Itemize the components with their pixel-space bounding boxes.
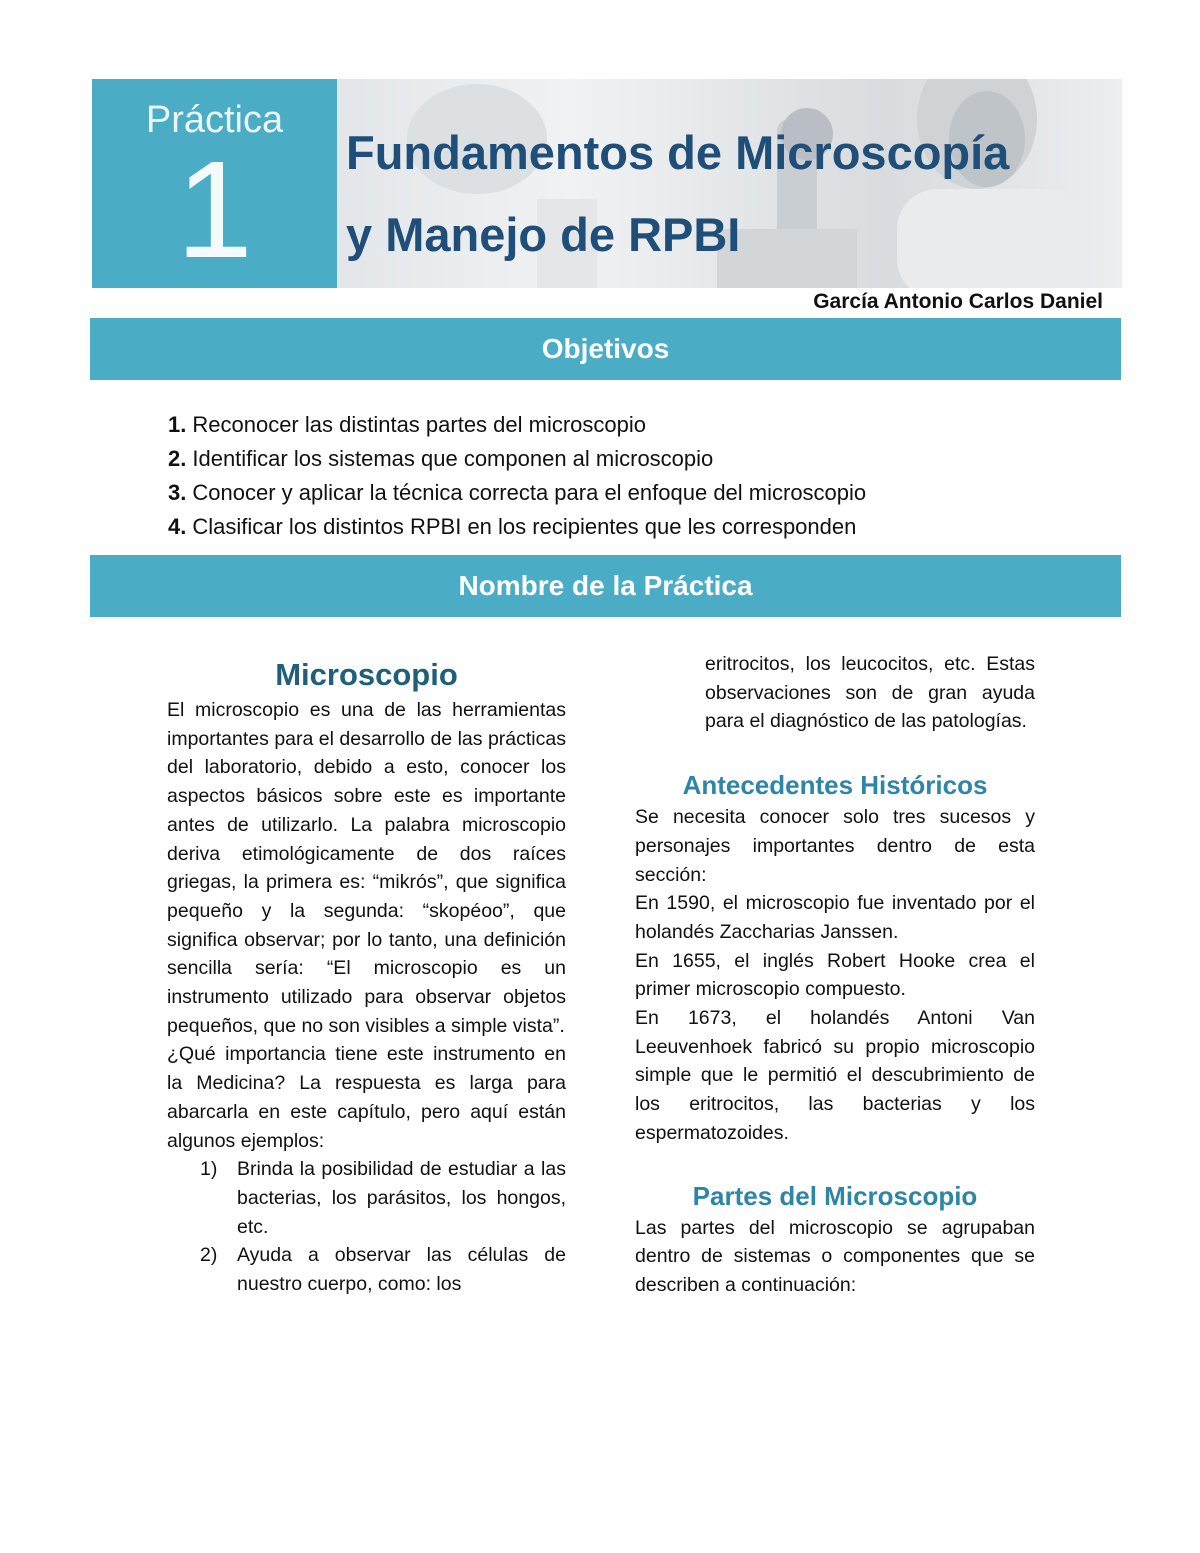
antecedentes-title: Antecedentes Históricos: [682, 770, 988, 801]
microscopio-title: Microscopio: [275, 657, 458, 692]
objective-text: Reconocer las distintas partes del microscopio: [192, 412, 647, 437]
objective-text: Conocer y aplicar la técnica correcta para el enfoque del microscopio: [192, 480, 867, 505]
practice-name-heading: Nombre de la Práctica: [90, 555, 1121, 617]
objective-item: [168, 442, 866, 476]
title-line-2: y Manejo de RPBI: [346, 208, 741, 261]
objective-item: [168, 408, 866, 442]
example-text: Brinda la posibilidad de estudiar a las bacterias, los parásitos, los hongos, etc.: [237, 1158, 566, 1238]
author-name: García Antonio Carlos Daniel: [813, 290, 1103, 313]
example-item: [167, 1241, 566, 1298]
objective-text: Clasificar los distintos RPBI en los recipientes que les corresponden: [192, 514, 857, 539]
example-marker: 2): [200, 1244, 218, 1267]
practice-label: Práctica: [145, 99, 284, 141]
left-column: [167, 654, 566, 1299]
example-continuation: eritrocitos, los leucocitos, etc. Estas observaciones son de gran ayuda para el diagnóstico de las patologías.: [705, 653, 1035, 733]
objective-item: [168, 476, 866, 510]
title-line-1: Fundamentos de Microscopía: [346, 126, 1010, 179]
objectives-list: [168, 408, 866, 544]
microscopio-intro: El microscopio es una de las herramientas importantes para el desarrollo de las prácticas del laboratorio, debido a esto, conocer los aspectos básicos sobre este es importante antes de utilizarlo. La palabra microscopio deriva etimológicamente de dos raíces griegas, la primera es: “mikrós”, que significa pequeño y la segunda: “skopéoo”, que significa observar; por lo tanto, una definición sencilla sería: “El microscopio es un instrumento utilizado para observar objetos pequeños, que no son visibles a simple vista”.: [167, 699, 566, 1037]
practice-number: 1: [176, 133, 253, 287]
practice-number-box: [92, 79, 337, 288]
objective-number: 2.: [168, 446, 187, 471]
microscopio-question: ¿Qué importancia tiene este instrumento en la Medicina? La respuesta es larga para abarcarla en este capítulo, pero aquí están algunos ejemplos:: [167, 1043, 566, 1152]
example-item: [167, 1155, 566, 1241]
objective-number: 3.: [168, 480, 187, 505]
objectives-heading: Objetivos: [90, 318, 1121, 380]
examples-list: [167, 1155, 566, 1299]
antecedentes-event: En 1590, el microscopio fue inventado por el holandés Zaccharias Janssen.: [635, 892, 1035, 943]
page-title: [346, 112, 1126, 276]
right-column: [635, 650, 1035, 1300]
antecedentes-event: En 1655, el inglés Robert Hooke crea el primer microscopio compuesto.: [635, 949, 1035, 1001]
objective-item: [168, 510, 866, 544]
objective-number: 1.: [168, 412, 187, 437]
antecedentes-event: En 1673, el holandés Antoni Van Leeuvenhoek fabricó su propio microscopio simple que le permitió el descubrimiento de los eritrocitos, las bacterias y los espermatozoides.: [635, 1007, 1035, 1144]
objective-text: Identificar los sistemas que componen al microscopio: [192, 446, 714, 471]
partes-title: Partes del Microscopio: [692, 1180, 978, 1211]
antecedentes-intro: Se necesita conocer solo tres sucesos y personajes importantes dentro de esta sección:: [635, 806, 1035, 886]
example-text: Ayuda a observar las células de nuestro cuerpo, como: los: [237, 1244, 566, 1296]
partes-intro: Las partes del microscopio se agrupaban dentro de sistemas o componentes que se describen a continuación:: [635, 1216, 1035, 1296]
objective-number: 4.: [168, 514, 187, 539]
example-marker: 1): [200, 1158, 218, 1181]
